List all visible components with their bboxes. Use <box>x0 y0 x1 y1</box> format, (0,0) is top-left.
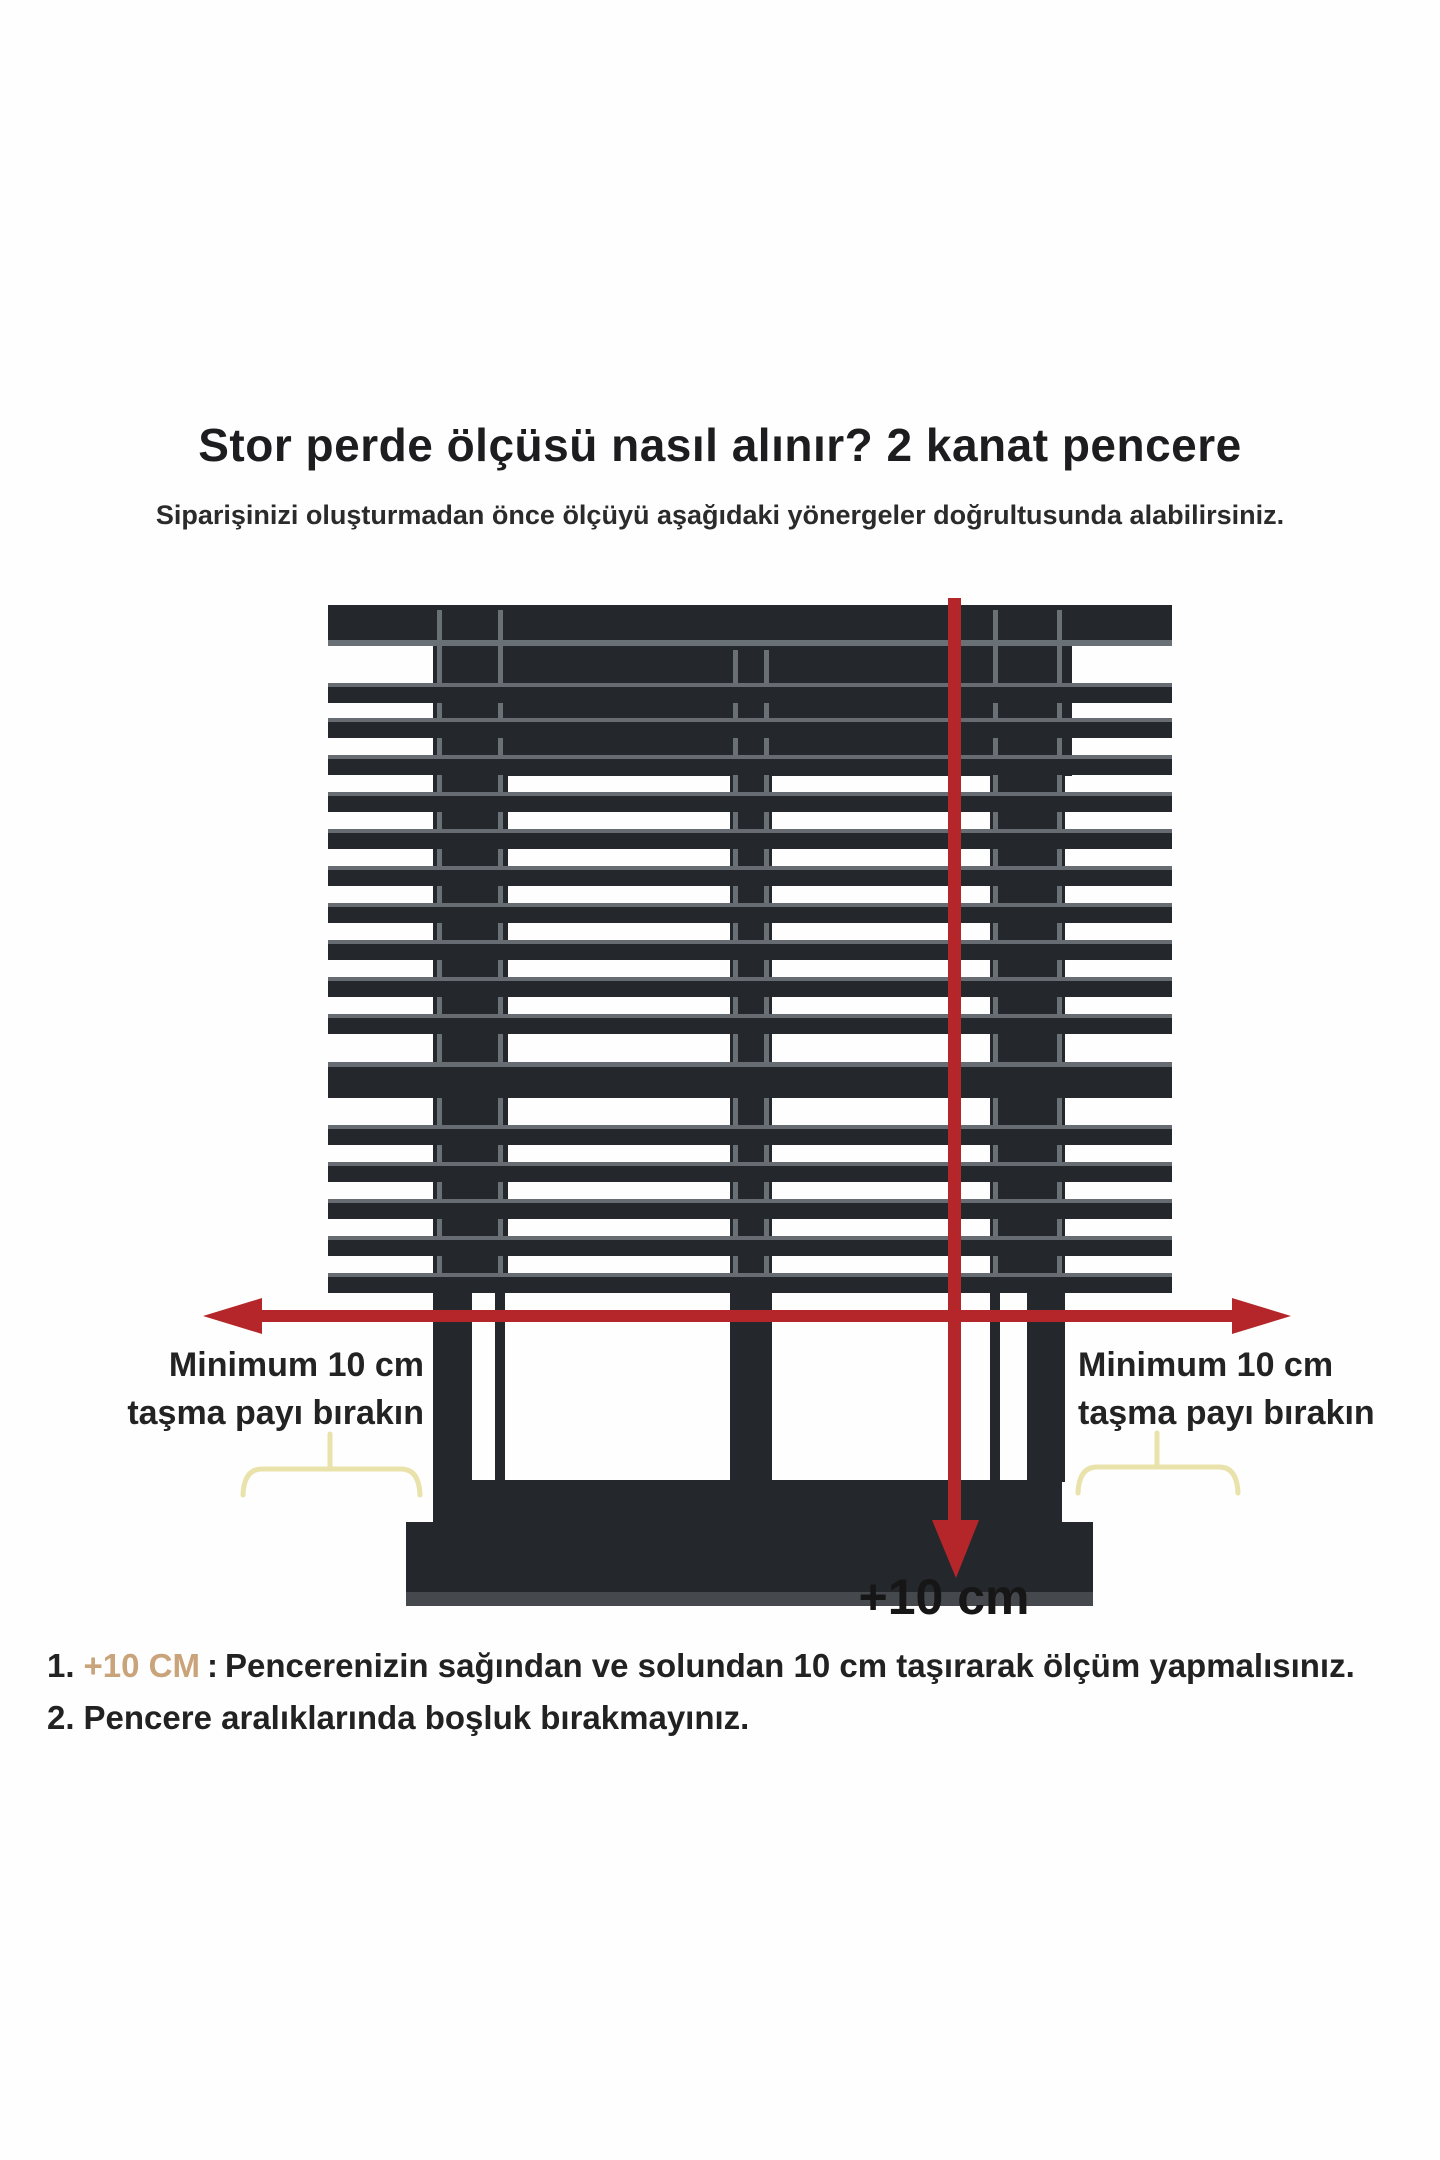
note-2-number: 2. <box>47 1699 75 1736</box>
blind-slat <box>328 940 1172 944</box>
blind-slat <box>328 759 1172 775</box>
blind-headrail <box>328 605 1172 645</box>
blind-slats <box>328 683 1172 1293</box>
blind-slat <box>328 687 1172 703</box>
blind-slat <box>328 944 1172 960</box>
right-overhang-label-line1: Minimum 10 cm <box>1078 1346 1334 1384</box>
left-overhang-label-line1: Minimum 10 cm <box>168 1346 424 1384</box>
blind-slat <box>328 755 1172 759</box>
blind-slat <box>328 722 1172 738</box>
blind-slat <box>328 1240 1172 1256</box>
left-overhang-label-line2: taşma payı bırakın <box>127 1394 424 1432</box>
blind-slat <box>328 833 1172 849</box>
blind-slat <box>328 1277 1172 1293</box>
blind-slat <box>328 1067 1172 1098</box>
blind-slat <box>328 1166 1172 1182</box>
blind-slat <box>328 1129 1172 1145</box>
note-2 <box>47 1692 1427 1744</box>
right-overhang-label-line2: taşma payı bırakın <box>1078 1394 1375 1432</box>
blind-slat <box>328 1236 1172 1240</box>
blind-slat <box>328 1014 1172 1018</box>
blind-slat <box>328 1062 1172 1067</box>
blind-slat <box>328 718 1172 722</box>
blind-slat <box>328 829 1172 833</box>
note-1-text: Pencerenizin sağından ve solundan 10 cm taşırarak ölçüm yapmalısınız. <box>225 1647 1355 1684</box>
blind-slat <box>328 977 1172 981</box>
blind-slat <box>328 866 1172 870</box>
blind-slat <box>328 796 1172 812</box>
blind-slat <box>328 1162 1172 1166</box>
note-1-number: 1. <box>47 1647 75 1684</box>
window-bottom-rail <box>433 1480 1062 1522</box>
blind-slat <box>328 907 1172 923</box>
note-1-highlight: +10 CM <box>83 1647 200 1684</box>
note-2-text: Pencere aralıklarında boşluk bırakmayınız. <box>83 1699 750 1736</box>
right-overhang-brace-icon <box>1078 1433 1238 1493</box>
blind-slat <box>328 1199 1172 1203</box>
instruction-notes <box>47 1640 1427 1744</box>
note-1-separator: : <box>207 1647 218 1684</box>
blind-slat <box>328 792 1172 796</box>
blind-slat <box>328 1018 1172 1034</box>
blind-slat <box>328 981 1172 997</box>
height-arrow-label: +10 cm <box>858 1569 1030 1625</box>
left-overhang-brace-icon <box>243 1434 420 1495</box>
blind-slat <box>328 1125 1172 1129</box>
page-subtitle: Siparişinizi oluşturmadan önce ölçüyü aşağıdaki yönergeler doğrultusunda alabilirsiniz. <box>155 500 1285 530</box>
blind-slat <box>328 683 1172 687</box>
page-title: Stor perde ölçüsü nasıl alınır? 2 kanat pencere <box>198 419 1242 471</box>
note-1 <box>47 1640 1427 1692</box>
blind-slat <box>328 1203 1172 1219</box>
blind-slat <box>328 1273 1172 1277</box>
blind-slat <box>328 903 1172 907</box>
blind-slat <box>328 870 1172 886</box>
